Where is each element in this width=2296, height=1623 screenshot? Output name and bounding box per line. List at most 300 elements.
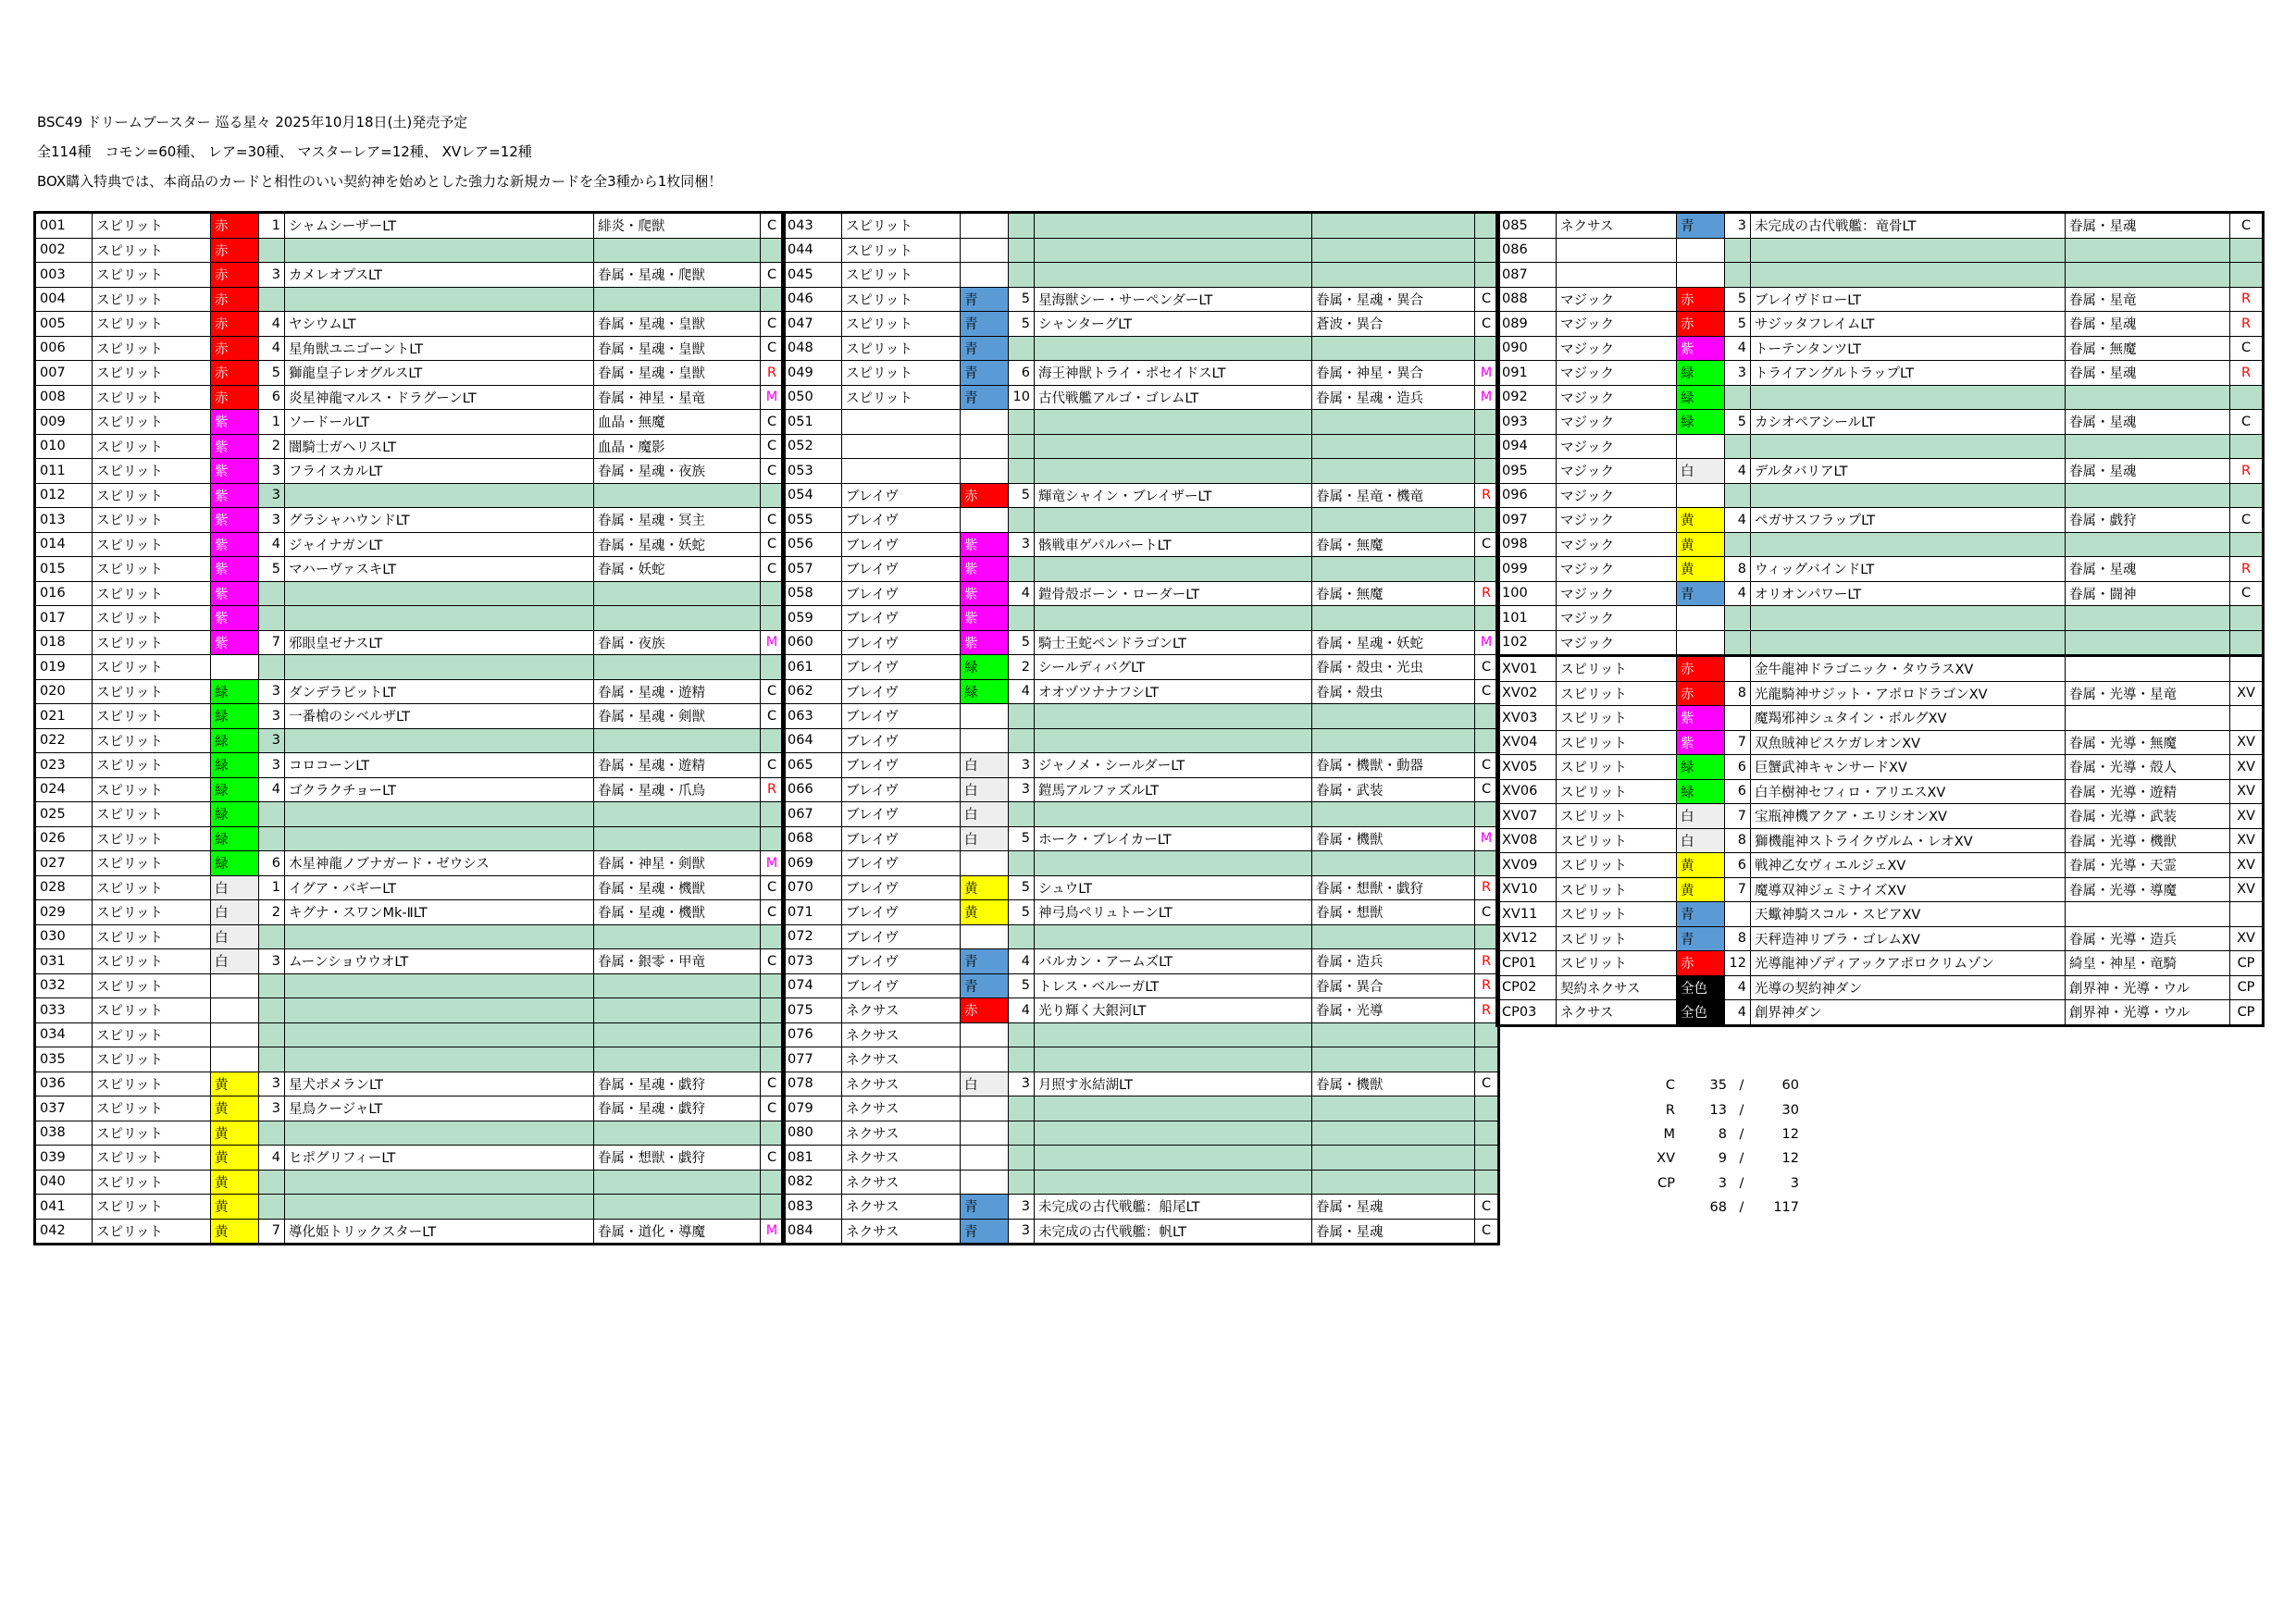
card-rarity: R: [1475, 973, 1499, 998]
card-rarity: XV: [2230, 779, 2264, 804]
card-number: 092: [1497, 385, 1557, 410]
card-color: 紫: [961, 630, 1009, 655]
card-row: [1497, 828, 2264, 853]
card-rarity: R: [1475, 581, 1499, 606]
card-number: 007: [35, 361, 93, 386]
card-family: [1312, 728, 1475, 753]
card-family: 眷属・闘神: [2066, 581, 2230, 606]
card-row: [35, 655, 785, 680]
card-row: [35, 1047, 785, 1072]
card-number: 001: [35, 213, 93, 239]
card-number: 019: [35, 655, 93, 680]
card-cost: [1725, 483, 1751, 508]
card-number: 009: [35, 410, 93, 435]
card-rarity: C: [2230, 508, 2264, 533]
card-number: 053: [783, 459, 842, 484]
card-name: [1035, 336, 1312, 361]
card-row: [783, 998, 1499, 1023]
card-cost: [1009, 802, 1035, 827]
card-number: 046: [783, 287, 842, 312]
card-color: 黄: [211, 1096, 259, 1121]
card-cost: 7: [259, 1219, 285, 1245]
card-row: [783, 1146, 1499, 1171]
card-family: [1312, 434, 1475, 459]
card-cost: 6: [259, 851, 285, 876]
card-family: 眷属・星魂: [1312, 1195, 1475, 1220]
card-type: スピリット: [842, 312, 961, 337]
card-number: 012: [35, 483, 93, 508]
card-rarity: C: [761, 263, 785, 288]
card-cost: [259, 1047, 285, 1072]
card-family: [2066, 385, 2230, 410]
card-rarity: C: [761, 1072, 785, 1096]
card-cost: 3: [259, 704, 285, 729]
card-cost: 5: [1009, 973, 1035, 998]
card-name: 戦神乙女ヴィエルジェXV: [1751, 853, 2066, 878]
card-rarity: XV: [2230, 926, 2264, 951]
card-color: [1677, 630, 1725, 656]
card-number: 077: [783, 1047, 842, 1072]
card-type: スピリット: [93, 361, 211, 386]
card-number: 003: [35, 263, 93, 288]
card-row: [783, 655, 1499, 680]
card-color: [961, 508, 1009, 533]
card-type: スピリット: [93, 385, 211, 410]
card-name: トライアングルトラップLT: [1751, 361, 2066, 386]
card-rarity: [2230, 434, 2264, 459]
card-rarity: XV: [2230, 804, 2264, 829]
card-name: [1751, 263, 2066, 288]
card-color: 黄: [1677, 877, 1725, 902]
card-number: XV02: [1497, 681, 1557, 706]
card-color: 紫: [961, 557, 1009, 582]
card-family: [1312, 802, 1475, 827]
card-type: ブレイヴ: [842, 508, 961, 533]
card-type: スピリット: [93, 655, 211, 680]
card-type: マジック: [1557, 410, 1677, 435]
card-type: [842, 459, 961, 484]
card-color: [961, 238, 1009, 263]
card-type: スピリット: [93, 312, 211, 337]
card-color: 紫: [211, 508, 259, 533]
card-cost: 4: [259, 532, 285, 557]
card-name: [1035, 213, 1312, 239]
card-name: 月照す氷結湖LT: [1035, 1072, 1312, 1096]
card-cost: 10: [1009, 385, 1035, 410]
card-cost: 7: [1725, 730, 1751, 755]
card-family: 眷属・星魂・剣獣: [594, 704, 761, 729]
card-number: 084: [783, 1219, 842, 1245]
card-rarity: XV: [2230, 853, 2264, 878]
card-row: [35, 1072, 785, 1096]
card-type: スピリット: [93, 336, 211, 361]
card-name: グラシャハウンドLT: [285, 508, 594, 533]
card-list-table-3: [1496, 211, 2265, 1027]
card-row: [783, 1121, 1499, 1146]
card-name: [1751, 630, 2066, 656]
card-family: [594, 483, 761, 508]
card-color: 青: [961, 312, 1009, 337]
card-color: 青: [961, 949, 1009, 974]
card-family: 創界神・光導・ウル: [2066, 975, 2230, 1000]
card-type: [842, 410, 961, 435]
card-rarity: XV: [2230, 730, 2264, 755]
card-type: ネクサス: [842, 1146, 961, 1171]
card-name: 騎士王蛇ペンドラゴンLT: [1035, 630, 1312, 655]
card-row: [783, 434, 1499, 459]
card-cost: 3: [1009, 1219, 1035, 1245]
card-type: ネクサス: [842, 1096, 961, 1121]
card-family: [2066, 606, 2230, 631]
card-number: XV06: [1497, 779, 1557, 804]
card-number: 093: [1497, 410, 1557, 435]
card-number: 074: [783, 973, 842, 998]
card-cost: 6: [1725, 853, 1751, 878]
card-family: [594, 728, 761, 753]
card-color: 白: [961, 1072, 1009, 1096]
card-number: 076: [783, 1022, 842, 1047]
card-row: [1497, 410, 2264, 435]
card-number: 056: [783, 532, 842, 557]
card-type: スピリット: [93, 802, 211, 827]
card-row: [783, 1072, 1499, 1096]
card-list-table-2: [781, 211, 1500, 1245]
card-cost: [259, 581, 285, 606]
card-row: [1497, 779, 2264, 804]
card-family: [2066, 656, 2230, 682]
card-color: 緑: [961, 679, 1009, 704]
card-row: [783, 483, 1499, 508]
card-color: 紫: [961, 532, 1009, 557]
card-cost: [1009, 410, 1035, 435]
card-cost: 3: [259, 459, 285, 484]
card-name: ウィッグバインドLT: [1751, 557, 2066, 582]
card-type: スピリット: [842, 213, 961, 239]
card-family: 眷属・星魂・妖蛇: [594, 532, 761, 557]
card-family: 眷属・無魔: [2066, 336, 2230, 361]
summary-total: 117: [1773, 1200, 1799, 1216]
card-family: [1312, 1096, 1475, 1121]
card-color: 黄: [961, 875, 1009, 900]
card-row: [1497, 312, 2264, 337]
card-number: 097: [1497, 508, 1557, 533]
card-family: 眷属・星魂・異合: [1312, 287, 1475, 312]
card-row: [783, 630, 1499, 655]
card-rarity: C: [761, 900, 785, 925]
card-type: [842, 434, 961, 459]
card-row: [783, 900, 1499, 925]
card-number: 005: [35, 312, 93, 337]
card-number: 081: [783, 1146, 842, 1171]
card-family: [1312, 704, 1475, 729]
card-family: 眷属・星魂: [2066, 557, 2230, 582]
card-cost: 3: [1725, 213, 1751, 239]
summary-total: 12: [1781, 1151, 1799, 1167]
card-family: [1312, 1047, 1475, 1072]
card-family: 眷属・光導・武装: [2066, 804, 2230, 829]
card-name: キグナ・スワンMk-ⅡLT: [285, 900, 594, 925]
card-row: [783, 1047, 1499, 1072]
card-name: [1035, 1022, 1312, 1047]
card-type: ブレイヴ: [842, 606, 961, 631]
card-name: 天蠍神騎スコル・スピアXV: [1751, 902, 2066, 927]
card-family: [594, 287, 761, 312]
card-family: 眷属・星魂: [2066, 213, 2230, 239]
card-rarity: C: [1475, 312, 1499, 337]
card-name: [1035, 1121, 1312, 1146]
card-rarity: R: [761, 777, 785, 802]
card-row: [35, 581, 785, 606]
card-cost: [259, 238, 285, 263]
card-name: 骸戦車ゲパルバートLT: [1035, 532, 1312, 557]
card-family: 眷属・光導・殻人: [2066, 755, 2230, 780]
card-name: [1035, 704, 1312, 729]
card-row: [1497, 755, 2264, 780]
card-rarity: C: [761, 704, 785, 729]
card-cost: [1009, 213, 1035, 239]
card-color: [961, 728, 1009, 753]
card-row: [783, 924, 1499, 949]
card-name: ソードールLT: [285, 410, 594, 435]
card-family: 眷属・銀零・甲竜: [594, 949, 761, 974]
card-type: ブレイヴ: [842, 630, 961, 655]
card-row: [1497, 287, 2264, 312]
card-family: [1312, 924, 1475, 949]
card-family: [1312, 410, 1475, 435]
card-color: 赤: [1677, 681, 1725, 706]
card-name: [285, 802, 594, 827]
card-cost: 2: [1009, 655, 1035, 680]
card-cost: [1009, 459, 1035, 484]
card-name: コロコーンLT: [285, 753, 594, 778]
card-color: 白: [1677, 828, 1725, 853]
card-name: 双魚賊神ピスケガレオンXV: [1751, 730, 2066, 755]
card-color: 青: [961, 385, 1009, 410]
card-cost: [1009, 238, 1035, 263]
card-family: 眷属・異合: [1312, 973, 1475, 998]
card-color: 青: [1677, 902, 1725, 927]
card-color: [1677, 606, 1725, 631]
card-cost: 2: [259, 900, 285, 925]
card-number: 049: [783, 361, 842, 386]
card-color: [961, 1170, 1009, 1195]
card-cost: 5: [1009, 826, 1035, 851]
card-row: [35, 949, 785, 974]
card-rarity: [2230, 385, 2264, 410]
card-number: 101: [1497, 606, 1557, 631]
card-number: XV10: [1497, 877, 1557, 902]
card-row: [35, 924, 785, 949]
card-family: [594, 1121, 761, 1146]
card-color: 白: [1677, 804, 1725, 829]
card-number: XV04: [1497, 730, 1557, 755]
card-cost: [259, 606, 285, 631]
card-family: [594, 802, 761, 827]
card-row: [1497, 532, 2264, 557]
card-rarity: CP: [2230, 975, 2264, 1000]
card-color: 緑: [1677, 755, 1725, 780]
card-name: シュウLT: [1035, 875, 1312, 900]
card-type: ブレイヴ: [842, 875, 961, 900]
card-family: 眷属・星魂・冥主: [594, 508, 761, 533]
summary-rarity-label: XV: [1657, 1151, 1675, 1167]
card-row: [783, 606, 1499, 631]
card-number: 034: [35, 1022, 93, 1047]
card-row: [35, 312, 785, 337]
card-number: 096: [1497, 483, 1557, 508]
card-rarity: [2230, 238, 2264, 263]
card-type: スピリット: [93, 1170, 211, 1195]
card-family: 眷属・無魔: [1312, 532, 1475, 557]
card-color: 紫: [211, 459, 259, 484]
card-row: [783, 777, 1499, 802]
card-color: 青: [961, 361, 1009, 386]
card-rarity: R: [2230, 557, 2264, 582]
card-cost: 5: [1009, 630, 1035, 655]
card-color: 紫: [211, 410, 259, 435]
card-cost: 7: [1725, 804, 1751, 829]
card-type: スピリット: [1557, 755, 1677, 780]
card-color: [961, 1146, 1009, 1171]
card-color: 赤: [211, 213, 259, 239]
card-name: [285, 1022, 594, 1047]
card-row: [35, 1195, 785, 1220]
card-row: [35, 998, 785, 1023]
card-name: 星犬ポメランLT: [285, 1072, 594, 1096]
card-number: 098: [1497, 532, 1557, 557]
card-number: XV12: [1497, 926, 1557, 951]
card-cost: 4: [259, 312, 285, 337]
card-row: [783, 679, 1499, 704]
card-row: [1497, 508, 2264, 533]
card-type: スピリット: [93, 1146, 211, 1171]
card-number: 033: [35, 998, 93, 1023]
card-cost: [259, 1022, 285, 1047]
card-number: 029: [35, 900, 93, 925]
card-cost: 3: [259, 483, 285, 508]
card-color: 赤: [211, 287, 259, 312]
card-type: スピリット: [93, 949, 211, 974]
card-name: ホーク・ブレイカーLT: [1035, 826, 1312, 851]
card-cost: 8: [1725, 557, 1751, 582]
card-number: 054: [783, 483, 842, 508]
card-cost: [259, 924, 285, 949]
card-number: 062: [783, 679, 842, 704]
card-cost: 7: [259, 630, 285, 655]
card-color: 緑: [1677, 385, 1725, 410]
card-type: ネクサス: [842, 1219, 961, 1245]
card-row: [35, 753, 785, 778]
card-type: ブレイヴ: [842, 851, 961, 876]
card-row: [783, 973, 1499, 998]
box-bonus-note: BOX購入特典では、本商品のカードと相性のいい契約神を始めとした強力な新規カードを全3種から1枚同梱！: [37, 173, 723, 190]
card-type: ブレイヴ: [842, 704, 961, 729]
card-type: ブレイヴ: [842, 900, 961, 925]
card-cost: [1009, 728, 1035, 753]
card-row: [783, 532, 1499, 557]
card-name: 創界神ダン: [1751, 1000, 2066, 1026]
card-cost: [1009, 1170, 1035, 1195]
card-family: 眷属・星魂・妖蛇: [1312, 630, 1475, 655]
card-row: [783, 704, 1499, 729]
card-rarity: R: [2230, 459, 2264, 484]
card-family: [1312, 851, 1475, 876]
release-title: BSC49 ドリームブースター 巡る星々 2025年10月18日(土)発売予定: [37, 114, 468, 130]
card-family: 緋炎・爬獣: [594, 213, 761, 239]
card-color: [961, 1022, 1009, 1047]
card-row: [783, 287, 1499, 312]
card-name: 魔導双神ジェミナイズXV: [1751, 877, 2066, 902]
summary-rarity-label: [1638, 1196, 1675, 1220]
card-type: スピリット: [93, 924, 211, 949]
card-row: [1497, 581, 2264, 606]
card-number: 045: [783, 263, 842, 288]
card-rarity: CP: [2230, 1000, 2264, 1026]
card-number: 028: [35, 875, 93, 900]
card-family: 眷属・光導・遊精: [2066, 779, 2230, 804]
card-name: カシオペアシールLT: [1751, 410, 2066, 435]
card-color: 緑: [1677, 410, 1725, 435]
card-color: 緑: [211, 777, 259, 802]
card-row: [1497, 1000, 2264, 1026]
card-family: [1312, 213, 1475, 239]
card-name: 邪眼皇ゼナスLT: [285, 630, 594, 655]
card-name: 炎星神龍マルス・ドラグーンLT: [285, 385, 594, 410]
card-number: 063: [783, 704, 842, 729]
card-cost: [1009, 1146, 1035, 1171]
card-row: [783, 385, 1499, 410]
card-row: [1497, 238, 2264, 263]
card-row: [1497, 606, 2264, 631]
card-type: スピリット: [93, 434, 211, 459]
card-name: [285, 287, 594, 312]
card-name: トーテンタンツLT: [1751, 336, 2066, 361]
card-row: [35, 728, 785, 753]
card-type: スピリット: [93, 606, 211, 631]
card-color: 緑: [211, 679, 259, 704]
card-row: [35, 973, 785, 998]
card-number: 041: [35, 1195, 93, 1220]
card-name: 獅機龍神ストライクヴルム・レオXV: [1751, 828, 2066, 853]
card-number: 038: [35, 1121, 93, 1146]
card-color: 青: [1677, 581, 1725, 606]
card-number: 006: [35, 336, 93, 361]
card-rarity: [2230, 656, 2264, 682]
summary-total: 3: [1790, 1175, 1799, 1191]
card-number: 079: [783, 1096, 842, 1121]
card-rarity: [2230, 483, 2264, 508]
card-color: [961, 1121, 1009, 1146]
card-family: 眷属・星魂: [1312, 1219, 1475, 1245]
card-number: 042: [35, 1219, 93, 1245]
card-color: 黄: [1677, 853, 1725, 878]
card-family: 眷属・星魂・皇獣: [594, 312, 761, 337]
card-rarity: C: [761, 557, 785, 582]
card-number: 052: [783, 434, 842, 459]
card-rarity: C: [1475, 777, 1499, 802]
card-number: XV07: [1497, 804, 1557, 829]
card-name: [1035, 1096, 1312, 1121]
card-row: [783, 1195, 1499, 1220]
card-color: 全色: [1677, 975, 1725, 1000]
card-color: 紫: [211, 557, 259, 582]
card-cost: 4: [259, 336, 285, 361]
card-rarity: XV: [2230, 877, 2264, 902]
card-type: スピリット: [93, 1219, 211, 1245]
card-color: 赤: [211, 263, 259, 288]
card-cost: 8: [1725, 681, 1751, 706]
card-color: 紫: [211, 581, 259, 606]
